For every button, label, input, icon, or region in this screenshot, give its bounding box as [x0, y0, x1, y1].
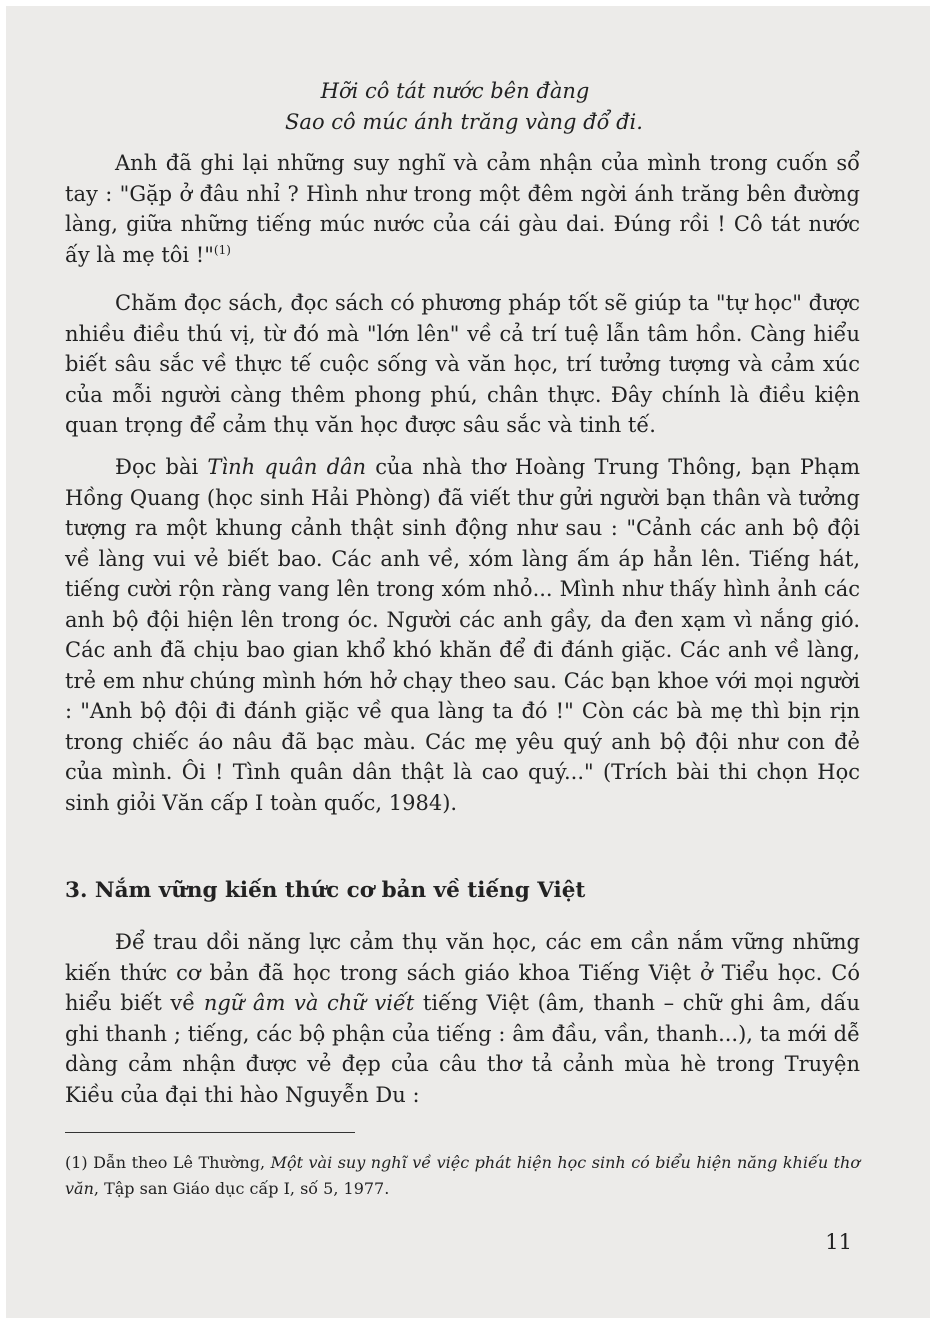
poem-line-1: Hỡi cô tát nước bên đàng	[320, 79, 590, 103]
paragraph-notebook-text: Anh đã ghi lại những suy nghĩ và cảm nhận của mình trong cuốn sổ tay : "Gặp ở đâu nhỉ ? Hình như trong một đêm ngời ánh trăng bên đường làng, giữa những tiếng múc nước của cái gàu dai. Đúng rồi ! Cô tát nước ấy là mẹ tôi !"	[65, 151, 860, 267]
footnote-divider	[65, 1132, 355, 1133]
paragraph-letter: Đọc bài Tình quân dân của nhà thơ Hoàng Trung Thông, bạn Phạm Hồng Quang (học sinh Hải Phòng) đã viết thư gửi người bạn thân và tưởng tượng ra một khung cảnh thật sinh động như sau : "Cảnh các anh bộ đội về làng vui vẻ biết bao. Các anh về, xóm làng ấm áp hẳn lên. Tiếng hát, tiếng cười rộn ràng vang lên trong xóm nhỏ... Mình như thấy hình ảnh các anh bộ đội hiện lên trong óc. Người các anh gầy, da đen xạm vì nắng gió. Các anh đã chịu bao gian khổ khó khăn để đi đánh giặc. Các anh về làng, trẻ em như chúng mình hớn hở chạy theo sau. Các bạn khoe với mọi người : "Anh bộ đội đi đánh giặc về qua làng ta đó !" Còn các bà mẹ thì bịn rịn trong chiếc áo nâu đã bạc màu. Các mẹ yêu quý anh bộ đội như con đẻ của mình. Ôi ! Tình quân dân thật là cao quý..." (Trích bài thi chọn Học sinh giỏi Văn cấp I toàn quốc, 1984).	[65, 455, 861, 815]
emphasis-term: ngữ âm và chữ viết	[203, 991, 415, 1015]
page-number: 11	[825, 1230, 852, 1254]
poem-title: Tình quân dân	[207, 455, 367, 479]
paragraph-reading: Chăm đọc sách, đọc sách có phương pháp tốt sẽ giúp ta "tự học" được nhiều điều thú vị, từ đó mà "lớn lên" về cả trí tuệ lẫn tâm hồn. Càng hiểu biết sâu sắc về thực tế cuộc sống và văn học, trí tưởng tượng và cảm xúc của mỗi người càng thêm phong phú, chân thực. Đây chính là điều kiện quan trọng để cảm thụ văn học được sâu sắc và tinh tế.	[65, 291, 860, 437]
footnote-title: Một vài suy nghĩ về việc phát hiện học sinh có biểu hiện năng khiếu thơ văn	[65, 1153, 860, 1198]
paragraph-notebook	[65, 148, 860, 270]
poem-quote	[6, 76, 930, 138]
book-page	[6, 6, 930, 1318]
footnote: (1) Dẫn theo Lê Thường, Một vài suy nghĩ về việc phát hiện học sinh có biểu hiện năng khiếu thơ văn, Tập san Giáo dục cấp I, số 5, 1977.	[65, 1153, 860, 1198]
poem-line-2: Sao cô múc ánh trăng vàng đổ đi.	[285, 110, 643, 134]
footnote-ref: (1)	[213, 242, 231, 257]
section-heading: 3. Nắm vững kiến thức cơ bản về tiếng Việt	[65, 878, 586, 903]
paragraph-vietnamese: Để trau dồi năng lực cảm thụ văn học, các em cần nắm vững những kiến thức cơ bản đã học trong sách giáo khoa Tiếng Việt ở Tiểu học. Có hiểu biết về ngữ âm và chữ viết tiếng Việt (âm, thanh – chữ ghi âm, dấu ghi thanh ; tiếng, các bộ phận của tiếng : âm đầu, vần, thanh...), ta mới dễ dàng cảm nhận được vẻ đẹp của câu thơ tả cảnh mùa hè trong Truyện Kiều của đại thi hào Nguyễn Du :	[65, 930, 861, 1107]
